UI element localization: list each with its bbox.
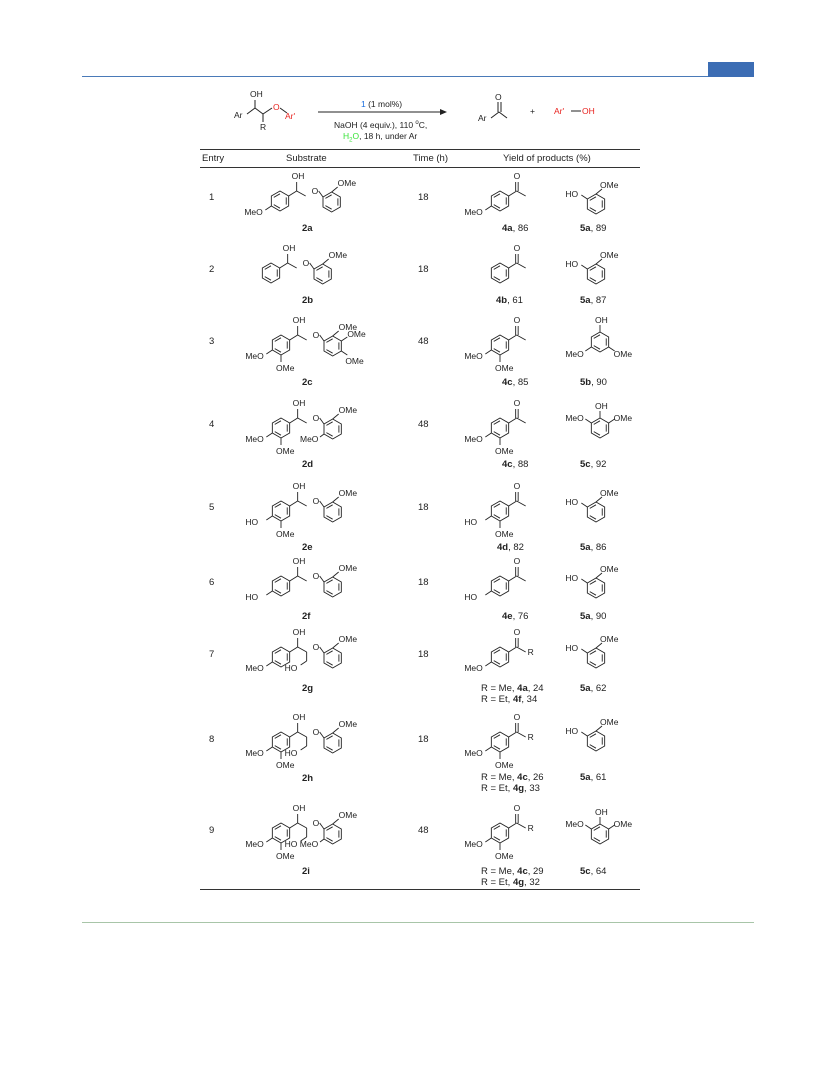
bond-line	[266, 662, 272, 666]
row8-r-et: R = Et, 4g, 33	[481, 783, 540, 794]
bond-line	[485, 591, 491, 595]
row1-substrate-id: 2a	[302, 223, 313, 234]
bond-line	[585, 347, 591, 351]
para-substituent: MeO	[245, 663, 264, 673]
carbonyl-oxygen: O	[513, 481, 521, 491]
reactant-ar: Ar	[234, 110, 243, 120]
meta-methoxy: OMe	[495, 760, 514, 770]
row1-ketone: 4a, 86	[502, 223, 529, 234]
bond-line	[266, 350, 272, 354]
bond-line	[485, 350, 491, 354]
row6-time: 18	[418, 577, 429, 588]
bond-line	[290, 418, 298, 423]
hydroxyl-label: OH	[292, 398, 306, 408]
bond-line	[517, 263, 526, 268]
row3-ketone: 4c, 85	[502, 377, 529, 388]
ortho-methoxy: OMe	[338, 719, 358, 729]
phenol-hydroxyl: HO	[565, 497, 579, 507]
bond-line	[320, 418, 324, 424]
r-group: R	[527, 647, 534, 657]
ortho-methoxy: OMe	[328, 250, 348, 260]
meta-methoxy: OMe	[276, 851, 295, 861]
para-substituent: MeO	[464, 663, 483, 673]
row9-r-et: R = Et, 4g, 32	[481, 877, 540, 888]
bond-line	[266, 591, 272, 595]
row9-r-me: R = Me, 4c, 29	[481, 866, 544, 877]
bond-line	[509, 647, 517, 652]
ether-oxygen: O	[302, 258, 310, 268]
row9-phenol: 5c, 64	[580, 866, 607, 877]
bond-line	[288, 263, 297, 268]
plus-sign: +	[530, 106, 535, 116]
bond-line	[485, 206, 491, 210]
row3-time: 48	[418, 336, 429, 347]
bond-line	[280, 263, 288, 268]
bond-line	[517, 501, 526, 506]
hydroxyl-label: OH	[292, 712, 306, 722]
ether-oxygen: O	[311, 186, 319, 196]
row3-entry: 3	[209, 336, 215, 347]
row1-time: 18	[418, 192, 429, 203]
bond-line	[485, 516, 491, 520]
bond-line	[266, 516, 272, 520]
bond-line	[509, 263, 517, 268]
para-substituent: MeO	[245, 351, 264, 361]
row7-phenol: 5a, 62	[580, 683, 607, 694]
ether-oxygen: O	[312, 330, 320, 340]
ortho-methoxy: OMe	[338, 322, 358, 332]
bond-line	[581, 732, 587, 736]
bond-line	[320, 732, 324, 738]
row7-substrate-id: 2g	[302, 683, 314, 694]
bond-line	[485, 747, 491, 751]
phenol-hydroxyl: HO	[565, 573, 579, 583]
bond-line	[290, 732, 298, 737]
phenol-methoxy: OMe	[600, 488, 619, 498]
ether-oxygen: O	[312, 413, 320, 423]
hydroxyl-label: OH	[282, 243, 296, 253]
hydroxymethyl-label: HO	[284, 663, 298, 673]
phenol-hydroxyl: HO	[565, 726, 579, 736]
phenol-hydroxyl: HO	[565, 189, 579, 199]
meta-methoxy: OMe	[495, 363, 514, 373]
row4-substrate-id: 2d	[302, 459, 314, 470]
row9-entry: 9	[209, 825, 215, 836]
row8-time: 18	[418, 734, 429, 745]
bond-line	[341, 351, 347, 355]
phenol-methoxy: OMe	[600, 564, 619, 574]
row1-entry: 1	[209, 192, 215, 203]
bond-line	[320, 823, 324, 829]
row3-substrate-id: 2c	[302, 377, 313, 388]
phenol-methoxy: OMe	[613, 349, 633, 359]
bond-line	[290, 335, 298, 340]
bond-line	[517, 823, 526, 828]
phenol-oh: OH	[582, 106, 595, 116]
row2-substrate-id: 2b	[302, 295, 314, 306]
bond-line	[301, 746, 307, 750]
bond-line	[320, 335, 324, 341]
carbonyl-oxygen: O	[513, 556, 521, 566]
hydroxymethyl-label: HO MeO	[284, 839, 319, 849]
catalyst-amount: (1 mol%)	[365, 99, 403, 109]
product-o: O	[495, 92, 502, 102]
bond-line	[310, 263, 314, 269]
para-substituent: HO	[245, 592, 259, 602]
bond-line	[297, 191, 306, 196]
ether-oxygen: O	[312, 818, 320, 828]
row4-entry: 4	[209, 419, 215, 430]
para-substituent: MeO	[464, 434, 483, 444]
header-time: Time (h)	[413, 153, 449, 164]
bond-line	[320, 576, 324, 582]
bond-line	[298, 335, 307, 340]
ether-oxygen: O	[312, 727, 320, 737]
para-substituent: MeO	[464, 839, 483, 849]
para-substituent: MeO	[464, 748, 483, 758]
phenol-methoxy: OMe	[600, 180, 619, 190]
ether-oxygen: O	[312, 571, 320, 581]
row6-ketone: 4e, 76	[502, 611, 529, 622]
bond-line	[290, 647, 298, 652]
phenol-hydroxyl: HO	[565, 259, 579, 269]
meta-methoxy: OMe	[495, 529, 514, 539]
row3-phenol: 5b, 90	[580, 377, 607, 388]
reactant-ar-prime: Ar'	[285, 111, 296, 121]
bond-line	[485, 838, 491, 842]
phenol-methoxy: OMe	[600, 634, 619, 644]
hydroxyl-label: OH	[291, 171, 305, 181]
phenol-hydroxyl: OH	[595, 807, 608, 817]
phenol-methoxy: OMe	[600, 717, 619, 727]
row4-time: 48	[418, 419, 429, 430]
row8-substrate-id: 2h	[302, 773, 314, 784]
row7-time: 18	[418, 649, 429, 660]
bond-line	[298, 647, 307, 652]
row2-entry: 2	[209, 264, 215, 275]
header-entry: Entry	[202, 153, 225, 164]
bond-line	[289, 191, 297, 196]
meta-methoxy: OMe	[276, 760, 295, 770]
row5-substrate-id: 2e	[302, 542, 313, 553]
row5-time: 18	[418, 502, 429, 513]
bond-line	[509, 823, 517, 828]
bond-line	[266, 433, 272, 437]
bond-line	[517, 191, 526, 196]
ortho-methoxy: OMe	[338, 488, 358, 498]
bond-line	[517, 732, 526, 737]
carbonyl-oxygen: O	[513, 803, 521, 813]
carbonyl-oxygen: O	[513, 398, 521, 408]
row2-ketone: 4b, 61	[496, 295, 523, 306]
ortho-methoxy: OMe	[337, 178, 357, 188]
row7-r-me: R = Me, 4a, 24	[481, 683, 544, 694]
bond-line	[509, 191, 517, 196]
bond-line	[301, 661, 307, 665]
bond-line	[509, 335, 517, 340]
row7-r-et: R = Et, 4f, 34	[481, 694, 538, 705]
row5-phenol: 5a, 86	[580, 542, 607, 553]
row5-entry: 5	[209, 502, 215, 513]
phenol-methoxy: MeO	[565, 413, 584, 423]
phenol-hydroxyl: HO	[565, 643, 579, 653]
bond-line	[585, 825, 591, 829]
phenol-hydroxyl: OH	[595, 315, 608, 325]
bond-line	[517, 576, 526, 581]
bond-line	[485, 662, 491, 666]
row6-phenol: 5a, 90	[580, 611, 607, 622]
row2-phenol: 5a, 87	[580, 295, 607, 306]
para-substituent: HO	[245, 517, 259, 527]
ring-methoxy: OMe	[345, 356, 364, 366]
r-group: R	[527, 823, 534, 833]
bond-line	[319, 191, 323, 197]
reactant-r: R	[260, 122, 267, 132]
bond-line	[581, 649, 587, 653]
carbonyl-oxygen: O	[513, 712, 521, 722]
carbonyl-oxygen: O	[513, 171, 521, 181]
row9-substrate-id: 2i	[302, 866, 310, 877]
para-substituent: MeO	[245, 748, 264, 758]
row7-entry: 7	[209, 649, 215, 660]
ether-oxygen: O	[312, 642, 320, 652]
para-substituent: MeO	[245, 839, 264, 849]
para-substituent: HO	[464, 517, 478, 527]
carbonyl-oxygen: O	[513, 243, 521, 253]
bond-line	[581, 503, 587, 507]
para-substituent: HO	[464, 592, 478, 602]
bond-line	[509, 732, 517, 737]
phenol-methoxy: OMe	[600, 250, 619, 260]
hydroxyl-label: OH	[292, 556, 306, 566]
bond-line	[290, 501, 298, 506]
phenol-methoxy: MeO	[565, 349, 584, 359]
bond-line	[298, 823, 307, 828]
header-yield: Yield of products (%)	[503, 153, 591, 164]
bond-line	[581, 195, 587, 199]
bond-line	[581, 579, 587, 583]
bond-line	[266, 838, 272, 842]
phenol-methoxy: OMe	[613, 413, 633, 423]
ortho-methoxy: OMe	[338, 405, 358, 415]
row1-phenol: 5a, 89	[580, 223, 607, 234]
bond-line	[517, 647, 526, 652]
row9-time: 48	[418, 825, 429, 836]
meta-methoxy: OMe	[276, 363, 295, 373]
footer-rule	[82, 922, 754, 923]
ring-methoxy: OMe	[347, 329, 366, 339]
conditions-line-1: NaOH (4 equiv.), 110 $^o$C,	[334, 119, 428, 130]
bond-line	[585, 419, 591, 423]
bond-line	[320, 434, 324, 437]
row6-entry: 6	[209, 577, 215, 588]
ortho-methoxy: OMe	[338, 810, 358, 820]
bond-line	[485, 433, 491, 437]
para-substituent: MeO	[244, 207, 263, 217]
phenol-hydroxyl: OH	[595, 401, 608, 411]
bond-line	[290, 823, 298, 828]
hydroxymethyl-label: HO	[284, 748, 298, 758]
ortho-methoxy: OMe	[338, 563, 358, 573]
meta-methoxy: OMe	[276, 529, 295, 539]
bond-line	[298, 418, 307, 423]
reactant-oh: OH	[250, 89, 263, 99]
para-substituent: MeO	[245, 434, 264, 444]
ether-oxygen: O	[312, 496, 320, 506]
conditions-line-2: $H_2O$, 18 h, under Ar	[343, 131, 418, 144]
header-substrate: Substrate	[286, 153, 327, 164]
row8-r-me: R = Me, 4c, 26	[481, 772, 544, 783]
phenol-methoxy: MeO	[565, 819, 584, 829]
bond-line	[298, 576, 307, 581]
ring-methoxy: MeO	[300, 434, 319, 444]
bond-line	[265, 206, 271, 210]
bond-line	[517, 335, 526, 340]
bond-line	[320, 501, 324, 507]
row4-phenol: 5c, 92	[580, 459, 607, 470]
r-group: R	[527, 732, 534, 742]
bond-line	[320, 647, 324, 653]
bond-line	[581, 265, 587, 269]
bond-line	[290, 576, 298, 581]
hydroxyl-label: OH	[292, 803, 306, 813]
carbonyl-oxygen: O	[513, 627, 521, 637]
bond-line	[298, 732, 307, 737]
bond-line	[509, 501, 517, 506]
hydroxyl-label: OH	[292, 315, 306, 325]
bond-line	[509, 576, 517, 581]
row4-ketone: 4c, 88	[502, 459, 529, 470]
reactant-o: O	[273, 102, 280, 112]
para-substituent: MeO	[464, 351, 483, 361]
row6-substrate-id: 2f	[302, 611, 311, 622]
row5-ketone: 4d, 82	[497, 542, 524, 553]
product-ar: Ar	[478, 113, 487, 123]
phenol-methoxy: OMe	[613, 819, 633, 829]
bond-line	[320, 839, 324, 842]
carbonyl-oxygen: O	[513, 315, 521, 325]
bond-line	[266, 747, 272, 751]
phenol-ar-prime: Ar'	[554, 106, 565, 116]
meta-methoxy: OMe	[495, 851, 514, 861]
row8-entry: 8	[209, 734, 215, 745]
meta-methoxy: OMe	[495, 446, 514, 456]
ortho-methoxy: OMe	[338, 634, 358, 644]
meta-methoxy: OMe	[276, 446, 295, 456]
para-substituent: MeO	[464, 207, 483, 217]
hydroxyl-label: OH	[292, 481, 306, 491]
bond-line	[517, 418, 526, 423]
bond-line	[509, 418, 517, 423]
catalyst-number: 1	[361, 99, 366, 109]
bond-line	[298, 501, 307, 506]
hydroxyl-label: OH	[292, 627, 306, 637]
row2-time: 18	[418, 264, 429, 275]
row8-phenol: 5a, 61	[580, 772, 607, 783]
